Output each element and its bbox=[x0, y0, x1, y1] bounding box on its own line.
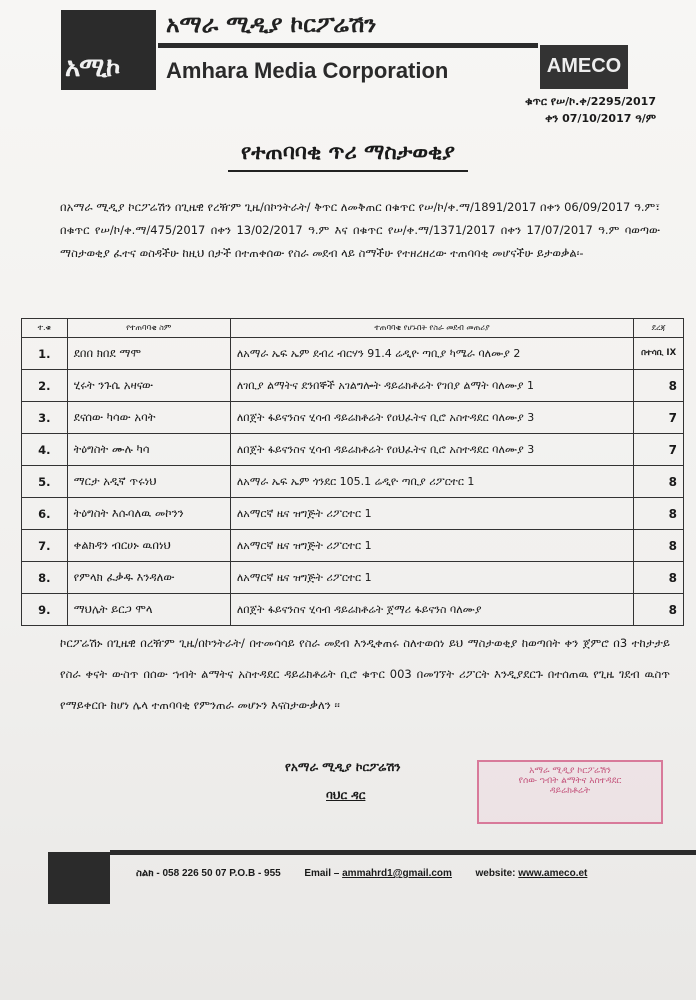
org-name-amharic: አማራ ሚዲያ ኮርፖሬሽን bbox=[166, 12, 377, 38]
row-position: ለበጀት ፋይናንስና ሂሳብ ዳይሬክቶሬት ጀማሪ ፋይናንስ ባለሙያ bbox=[230, 594, 633, 626]
row-number: 7. bbox=[22, 530, 68, 562]
reference-date: ቀን 07/10/2017 ዓ/ም bbox=[545, 112, 656, 125]
row-grade: 8 bbox=[634, 466, 684, 498]
header-name: የተጠባባቂ ስም bbox=[67, 319, 230, 338]
row-number: 9. bbox=[22, 594, 68, 626]
row-name: የምላክ ፈቃዱ እንዳለው bbox=[67, 562, 230, 594]
row-grade: 8 bbox=[634, 530, 684, 562]
row-name: ሂሩት ንጉሴ አዛናው bbox=[67, 370, 230, 402]
signature-city: ባህር ዳር bbox=[326, 788, 366, 802]
header-rule bbox=[158, 43, 538, 48]
signature-org: የአማራ ሚዲያ ኮርፖሬሽን bbox=[285, 760, 401, 774]
table-row bbox=[22, 402, 684, 434]
row-position: ለአማርኛ ዜና ዝግጅት ሪፖርተር 1 bbox=[230, 562, 633, 594]
row-position: ለአማራ ኤፍ ኤም ጎንደር 105.1 ሬዲዮ ጣቢያ ሪፖርተር 1 bbox=[230, 466, 633, 498]
footer-website-link[interactable]: www.ameco.et bbox=[518, 868, 588, 879]
org-name-english: Amhara Media Corporation bbox=[166, 58, 449, 83]
row-number: 1. bbox=[22, 338, 68, 370]
title-underline bbox=[228, 170, 468, 172]
table-row bbox=[22, 434, 684, 466]
row-name: ማህሌት ይርጋ ሞላ bbox=[67, 594, 230, 626]
footer-rule bbox=[110, 850, 696, 855]
header-number: ተ.ቁ bbox=[22, 319, 68, 338]
footer-pobox: P.O.B - 955 bbox=[229, 868, 281, 879]
row-position: ለበጀት ፋይናንስና ሂሳብ ዳይሬክቶሬት የዐህፈትና ቢሮ አስተዳደር ባለሙያ 3 bbox=[230, 434, 633, 466]
table-row bbox=[22, 498, 684, 530]
table-row bbox=[22, 530, 684, 562]
table-row bbox=[22, 370, 684, 402]
header-position: ተጠባባቂ የሆኑበት የስራ መደብ መጠሪያ bbox=[230, 319, 633, 338]
footer-block bbox=[48, 852, 110, 904]
closing-paragraph: ኮርፖሬሽኑ በጊዜዊ በረዥም ጊዜ/በኮንትራት/ በተመሳሳይ የስራ መደብ እንዲቀጠሩ ስለተወሰነ ይህ ማስታወቂያ ከወጣበት ቀን ጀምሮ በ3 ተከታታይ የስራ ቀናት ውስጥ በሰው ኀብት ልማትና አስተዳደር ዳይሬክቶሬት ቢሮ ቁጥር 003 በመገኘት ሪፖርት እንዲያደርጉ በተሰጠዉ የጊዜ ገደብ ዉስጥ የማይቀርቡ ከሆነ ሌላ ተጠባባቂ የምንጠራ መሆኑን እናስታውቃለን ፡፡ bbox=[60, 636, 670, 712]
footer-website-label: website: bbox=[475, 868, 516, 879]
ameco-brand-box bbox=[540, 45, 628, 89]
row-number: 6. bbox=[22, 498, 68, 530]
row-grade: በተሳቢ IX bbox=[634, 338, 684, 370]
row-name: ማርታ አዲኛ ጥሩነህ bbox=[67, 466, 230, 498]
row-position: ለበጀት ፋይናንስና ሂሳብ ዳይሬክቶሬት የዐህፈትና ቢሮ አስተዳደር ባለሙያ 3 bbox=[230, 402, 633, 434]
row-name: ቀልክዳን ብርሀኑ ዉበነህ bbox=[67, 530, 230, 562]
table-row bbox=[22, 594, 684, 626]
row-position: ለአማርኛ ዜና ዝግጅት ሪፖርተር 1 bbox=[230, 530, 633, 562]
row-grade: 8 bbox=[634, 594, 684, 626]
row-number: 3. bbox=[22, 402, 68, 434]
table-row bbox=[22, 466, 684, 498]
row-number: 4. bbox=[22, 434, 68, 466]
row-grade: 8 bbox=[634, 498, 684, 530]
stamp-line: አማራ ሚዲያ ኮርፖሬሽን bbox=[529, 766, 611, 776]
row-position: ለአማርኛ ዜና ዝግጅት ሪፖርተር 1 bbox=[230, 498, 633, 530]
reference-number: ቁጥር የሠ/ኮ.ቀ/2295/2017 bbox=[525, 95, 656, 108]
row-name: ትዕግስት እሱባለዉ መኮንን bbox=[67, 498, 230, 530]
candidates-table bbox=[21, 318, 684, 626]
row-grade: 7 bbox=[634, 434, 684, 466]
footer-phone: ስልክ - 058 226 50 07 bbox=[136, 868, 227, 879]
official-stamp bbox=[477, 760, 663, 824]
logo-text: አሚኮ bbox=[65, 53, 120, 83]
row-name: ትዕግስት ሙሉ ካሳ bbox=[67, 434, 230, 466]
table-header-row bbox=[22, 319, 684, 338]
intro-paragraph: በአማራ ሚዲያ ኮርፖሬሽን በጊዜዊ የረዥም ጊዜ/በኮንትራት/ ቅጥር ለመቅጠር በቁጥር የሠ/ኮ/ቀ.ማ/1891/2017 በቀን 06/09/2017 ዓ.ም፣ በቁጥር የሠ/ኮ/ቀ.ማ/475/2017 በቀን 13/02/2017 ዓ.ም እና በቁጥር የሠ/ቀ.ማ/1371/2017 በቀን 17/07/2017 ዓ.ም ባወጣው ማስታወቂያ ፈተና ወስዳችሁ ከዚህ በታች በተጠቀሰው የስራ መደብ ላይ ስማችሁ የተዘረዘረው ተጠባባቂ መሆናችሁ ይታወቃል፡- bbox=[60, 200, 660, 260]
ameco-brand-text: AMECO bbox=[546, 55, 622, 77]
table-row bbox=[22, 338, 684, 370]
row-number: 2. bbox=[22, 370, 68, 402]
table-row bbox=[22, 562, 684, 594]
footer-email-label: Email – bbox=[304, 868, 340, 879]
row-position: ለአማራ ኤፍ ኤም ደብረ ብርሃን 91.4 ሬዲዮ ጣቢያ ካሜራ ባለሙያ 2 bbox=[230, 338, 633, 370]
row-name: ደናሰው ካሳው አባት bbox=[67, 402, 230, 434]
stamp-line: ዳይሬክቶሬት bbox=[549, 786, 591, 796]
row-grade: 8 bbox=[634, 562, 684, 594]
row-number: 8. bbox=[22, 562, 68, 594]
row-grade: 8 bbox=[634, 370, 684, 402]
header-grade: ደረጃ bbox=[634, 319, 684, 338]
row-name: ደበበ ክበደ ማሞ bbox=[67, 338, 230, 370]
row-position: ለገቢያ ልማትና ደንበኞች አገልግሎት ዳይሬክቶሬት የገበያ ልማት ባለሙያ 1 bbox=[230, 370, 633, 402]
footer-contact bbox=[136, 868, 587, 879]
amharic-logo bbox=[61, 10, 156, 90]
row-number: 5. bbox=[22, 466, 68, 498]
row-grade: 7 bbox=[634, 402, 684, 434]
notice-title: የተጠባባቂ ጥሪ ማስታወቂያ bbox=[241, 140, 455, 164]
stamp-line: የሰው ኀብት ልማትና አስተዳደር bbox=[518, 776, 622, 786]
footer-email-link[interactable]: ammahrd1@gmail.com bbox=[342, 868, 452, 879]
